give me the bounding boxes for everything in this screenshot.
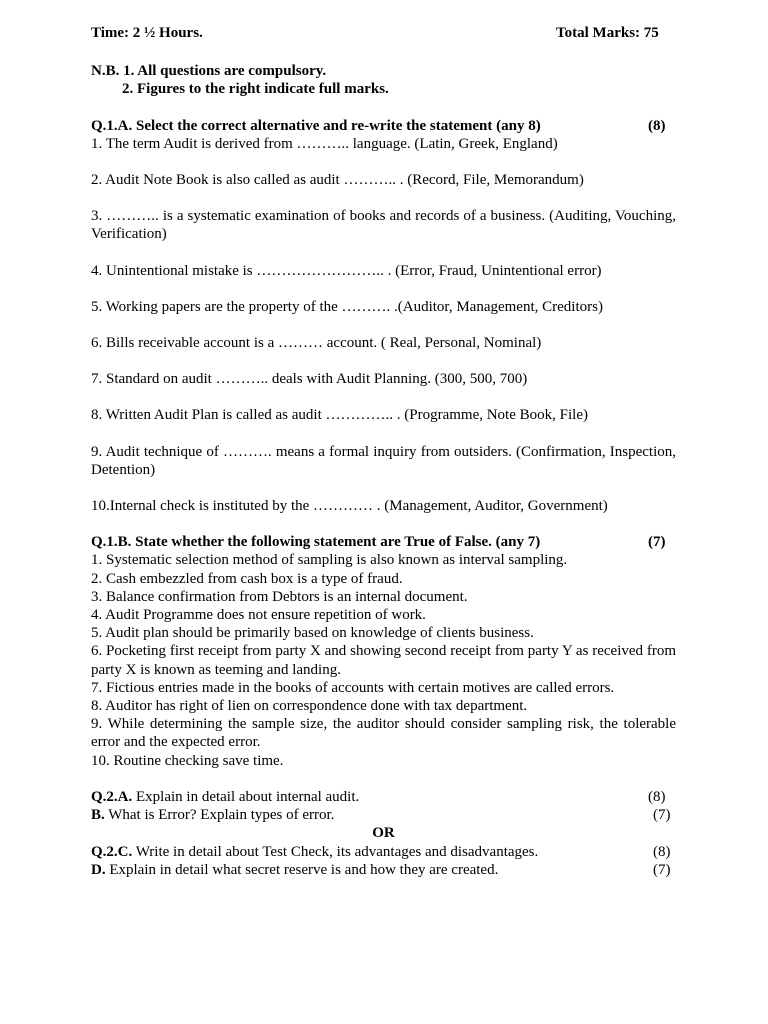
q2a-label: Q.2.A. [91,788,133,805]
q1a-item-6: 6. Bills receivable account is a ……… account. ( Real, Personal, Nominal) [91,335,542,352]
time-label: Time: 2 ½ Hours. [91,25,203,41]
q1b-item-2: 2. Cash embezzled from cash box is a type of fraud. [91,570,403,587]
q2c-label: Q.2.C. [91,843,133,860]
q1b-item-6: 6. Pocketing first receipt from party X and showing second receipt from party Y as received from party X is known as teeming and landing. [91,643,676,678]
q1b-marks: (7) [648,534,666,551]
q1b-item-8: 8. Auditor has right of lien on correspondence done with tax department. [91,698,528,715]
q1a-item-9: 9. Audit technique of ………. means a formal inquiry from outsiders. (Confirmation, Inspection, Detention) [91,443,676,478]
q1a-item-7: 7. Standard on audit ……….. deals with Audit Planning. (300, 500, 700) [91,371,528,388]
q1b-title: Q.1.B. State whether the following statement are True of False. (any 7) [91,534,541,551]
q1b-item-4: 4. Audit Programme does not ensure repetition of work. [91,607,426,624]
nb-line-1: N.B. 1. All questions are compulsory. [91,63,327,80]
q2c-text: Write in detail about Test Check, its advantages and disadvantages. [132,843,539,860]
q2d-marks: (7) [653,861,671,878]
total-marks-label: Total Marks: 75 [556,25,659,41]
nb-line-2: 2. Figures to the right indicate full marks. [122,81,389,98]
q2b-text: What is Error? Explain types of error. [104,807,335,824]
q1b-item-3: 3. Balance confirmation from Debtors is an internal document. [91,588,468,605]
q2b-row [91,806,676,824]
q1b-item-10: 10. Routine checking save time. [91,752,284,769]
q1a-title-row [91,117,676,135]
q1b-item-5: 5. Audit plan should be primarily based on knowledge of clients business. [91,625,534,642]
q2c-row [91,843,676,861]
q1a-item-1: 1. The term Audit is derived from ……….. language. (Latin, Greek, England) [91,135,558,152]
q1a-item-8: 8. Written Audit Plan is called as audit ………….. . (Programme, Note Book, File) [91,407,588,424]
q1b-list [91,551,676,769]
q2d-row [91,861,676,879]
q2a-marks: (8) [648,788,666,805]
q1a-item-5: 5. Working papers are the property of the ………. .(Auditor, Management, Creditors) [91,298,603,315]
q1b-title-row [91,533,676,551]
or-divider: OR [372,825,395,842]
q2d-text: Explain in detail what secret reserve is and how they are created. [105,861,499,878]
q1a-item-10: 10.Internal check is instituted by the ………… . (Management, Auditor, Government) [91,498,608,515]
q2a-row [91,788,676,806]
q2a-text: Explain in detail about internal audit. [132,788,360,805]
q2b-label: B. [91,807,105,824]
question-paper [91,24,676,879]
q1a-item-4: 4. Unintentional mistake is …………………….. . (Error, Fraud, Unintentional error) [91,262,602,279]
q1a-item-2: 2. Audit Note Book is also called as audit ……….. . (Record, File, Memorandum) [91,172,584,189]
q2c-marks: (8) [653,843,671,860]
q1b-item-9: 9. While determining the sample size, the auditor should consider sampling risk, the tolerable error and the expected error. [91,716,676,751]
q1a-title: Q.1.A. Select the correct alternative and re-write the statement (any 8) [91,117,541,134]
q1a-item-3: 3. ……….. is a systematic examination of books and records of a business. (Auditing, Vouching, Verification) [91,208,676,243]
q1a-marks: (8) [648,117,666,134]
header-row [91,24,676,42]
q2b-marks: (7) [653,807,671,824]
q2d-label: D. [91,861,106,878]
q1b-item-1: 1. Systematic selection method of sampling is also known as interval sampling. [91,552,568,569]
q1b-item-7: 7. Fictious entries made in the books of accounts with certain motives are called errors. [91,679,615,696]
